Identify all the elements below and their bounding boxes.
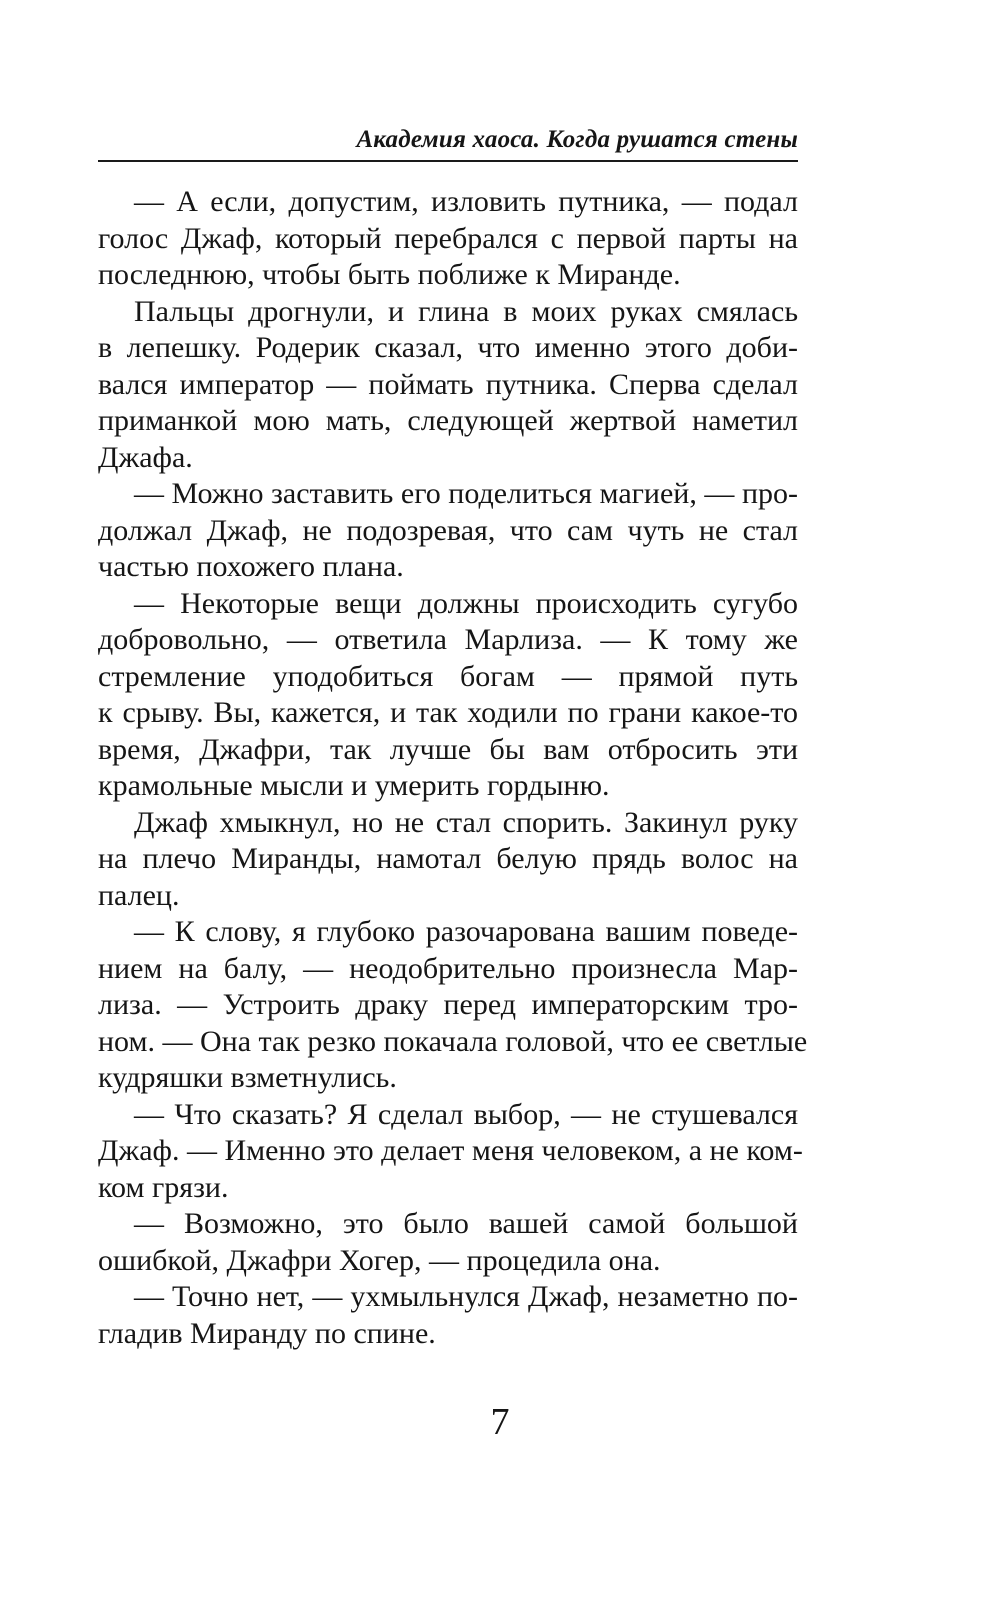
text-line: Джафа. [98, 440, 193, 474]
text-line: — Можно заставить его поделиться магией, — про- [134, 477, 798, 510]
text-line: ном. — Она так резко покачала головой, что ее светлые [98, 1024, 808, 1058]
text-line: нием на балу, — неодобрительно произнесла Мар- [98, 951, 798, 985]
text-line: — Возможно, это было вашей самой большой [134, 1207, 798, 1240]
text-line: Джаф хмыкнул, но не стал спорить. Закинул руку [134, 805, 798, 839]
text-line: — Точно нет, — ухмыльнулся Джаф, незаметно по- [134, 1280, 798, 1313]
text-line: гладив Миранду по спине. [98, 1316, 436, 1350]
text-line: Джаф. — Именно это делает меня человеком, а не ком- [98, 1134, 803, 1167]
text-line: частью похожего плана. [98, 550, 404, 583]
book-title: Академия хаоса. Когда рушатся стены [356, 126, 798, 153]
text-line: вался император — поймать путника. Сперва сделал [98, 367, 798, 401]
text-line: на плечо Миранды, намотал белую прядь волос на [98, 842, 798, 875]
text-line: — А если, допустим, изловить путника, — подал [134, 185, 798, 218]
text-line: последнюю, чтобы быть поближе к Миранде. [98, 258, 681, 291]
text-line: к срыву. Вы, кажется, и так ходили по грани какое-то [98, 696, 798, 729]
text-line: ошибкой, Джафри Хогер, — процедила она. [98, 1243, 661, 1277]
text-line: палец. [98, 878, 180, 912]
text-line: лиза. — Устроить драку перед императорским тро- [98, 988, 798, 1021]
page-body-text [98, 184, 808, 1352]
text-line: Пальцы дрогнули, и глина в моих руках смялась [134, 294, 798, 328]
text-line: стремление уподобиться богам — прямой путь [98, 659, 798, 693]
running-head [98, 120, 798, 162]
text-line: — Что сказать? Я сделал выбор, — не стушевался [134, 1097, 798, 1131]
text-line: голос Джаф, который перебрался с первой парты на [98, 221, 798, 255]
text-line: время, Джафри, так лучше бы вам отбросить эти [98, 732, 798, 766]
text-line: крамольные мысли и умерить гордыню. [98, 769, 610, 802]
text-line: в лепешку. Родерик сказал, что именно этого доби- [98, 331, 798, 364]
text-line: должал Джаф, не подозревая, что сам чуть не стал [98, 513, 798, 547]
text-line: приманкой мою мать, следующей жертвой наметил [98, 404, 798, 437]
text-line: ком грязи. [98, 1170, 229, 1204]
text-line: добровольно, — ответила Марлиза. — К тому же [98, 623, 798, 656]
text-line: — Некоторые вещи должны происходить сугубо [134, 586, 798, 620]
text-line: — К слову, я глубоко разочарована вашим поведе- [134, 915, 798, 948]
text-line: кудряшки взметнулись. [98, 1061, 397, 1094]
page-number: 7 [490, 1401, 510, 1443]
